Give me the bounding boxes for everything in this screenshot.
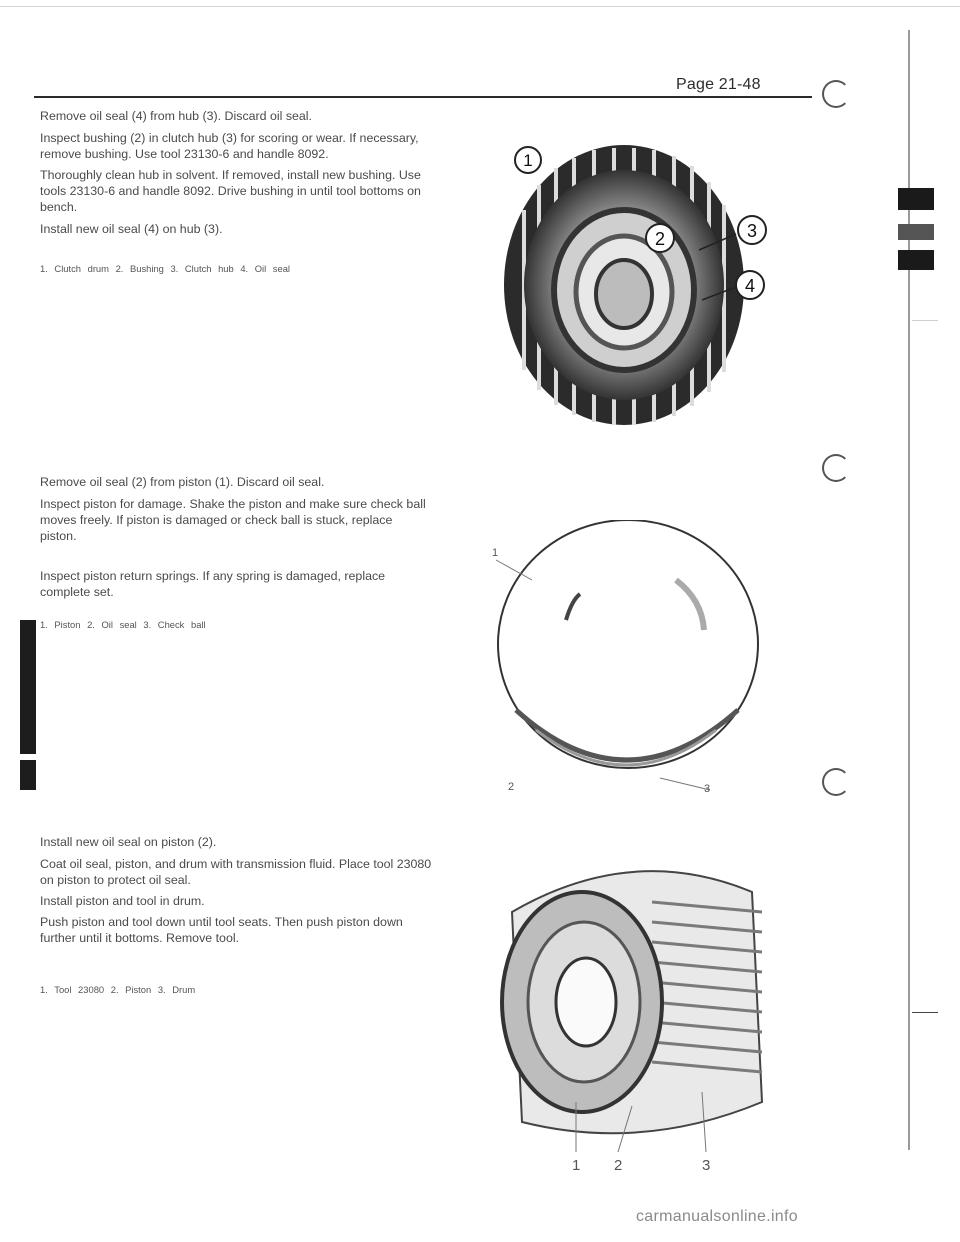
clutch-hub-figure [484,100,814,450]
scan-artifact [898,188,934,210]
paragraph: Inspect bushing (2) in clutch hub (3) for scoring or wear. If necessary, remove bushing. Use tool 23130-6 and handle 8092. [40,131,419,161]
revision-bar [20,620,36,754]
paragraph: Inspect piston return springs. If any spring is damaged, replace complete set. [40,569,386,599]
paragraph: Inspect piston for damage. Shake the piston and make sure check ball moves freely. If piston is damaged or check ball is stuck, replace piston. [40,497,426,543]
header-rule [34,96,812,98]
figure-caption: 1. Piston 2. Oil seal 3. Check ball [40,619,206,630]
figure-label: 2 [654,229,666,249]
watermark: carmanualsonline.info [636,1208,798,1225]
drum-figure [492,852,782,1192]
revision-bar [20,760,36,790]
figure-caption: 1. Clutch drum 2. Bushing 3. Clutch hub 4. Oil seal [40,263,291,274]
paragraph: Push piston and tool down until tool seats. Then push piston down further until it bottoms. Remove tool. [40,915,403,945]
paragraph: Thoroughly clean hub in solvent. If removed, install new bushing. Use tools 23130-6 and handle 8092. Drive bushing in until tool bottoms on bench. [40,168,421,214]
paragraph: Remove oil seal (2) from piston (1). Discard oil seal. [40,475,325,489]
figure-label: 2 [614,1157,623,1174]
scan-artifact [912,1012,938,1013]
figure-label: 3 [702,1157,711,1174]
paragraph: Install new oil seal on piston (2). [40,835,217,849]
figure-label: 1 [572,1157,581,1174]
scan-artifact [898,250,934,270]
figure-label: 4 [744,276,756,296]
figure-label: 3 [704,783,711,795]
scan-top-edge [0,6,960,7]
figure-label: 1 [492,547,499,559]
figure-label: 1 [523,151,533,170]
piston-figure [476,520,776,800]
binder-hole-icon [822,80,850,108]
figure-label: 2 [508,781,515,793]
figure-caption: 1. Tool 23080 2. Piston 3. Drum [40,984,196,995]
paragraph: Coat oil seal, piston, and drum with transmission fluid. Place tool 23080 on piston to protect oil seal. [40,857,432,887]
scan-artifact [898,224,934,240]
page-number: Page 21-48 [676,76,761,93]
paragraph: Install new oil seal (4) on hub (3). [40,222,223,236]
paragraph: Install piston and tool in drum. [40,894,205,908]
paragraph: Remove oil seal (4) from hub (3). Discard oil seal. [40,109,313,123]
scan-artifact [912,320,938,321]
binder-hole-icon [822,454,850,482]
figure-label: 3 [746,221,758,241]
binder-hole-icon [822,768,850,796]
